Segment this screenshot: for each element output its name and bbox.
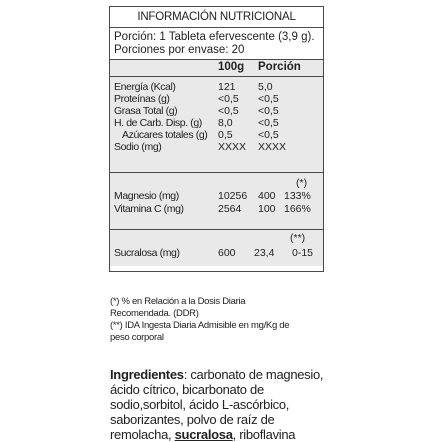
ddr-note-marker: (*) [296, 177, 308, 189]
sweetener-value-portion: 23,4 [254, 247, 275, 259]
ida-note-row [110, 232, 323, 244]
ingredients-text: , riboflavina [232, 427, 296, 442]
column-headers [110, 60, 323, 77]
sweetener-value-100g: 600 [218, 247, 236, 259]
mineral-ddr-percent: 166% [284, 203, 311, 215]
mineral-ddr-percent: 133% [284, 190, 311, 202]
nutrient-value-portion: <0,5 [258, 105, 279, 117]
nutrient-value-portion: <0,5 [258, 129, 279, 141]
ingredients-heading: Ingredientes [110, 367, 184, 382]
mineral-value-100g: 2564 [218, 203, 242, 215]
nutrient-row [110, 141, 323, 153]
nutrient-row [110, 81, 323, 93]
nutrient-value-portion: <0,5 [258, 93, 279, 105]
ingredients-line: ácido cítrico, bicarbonato de [110, 382, 264, 397]
footnotes [110, 296, 330, 344]
footnote-ida: (**) IDA Ingesta Diaria Admisible en mg/Kg de [110, 320, 290, 331]
nutrient-row [110, 93, 323, 105]
ingredient-highlight-sucralosa: sucralosa [174, 427, 233, 442]
nutrient-value-100g: 8,0 [218, 117, 233, 129]
serving-info [110, 28, 323, 60]
nutrition-facts-panel [109, 6, 324, 272]
nutrient-row [110, 129, 323, 141]
col-per100-header: 100g [218, 61, 245, 73]
sweetener-block [110, 230, 323, 266]
nutrient-name: Energía (Kcal) [114, 81, 176, 93]
nutrients-block [110, 77, 323, 173]
nutrient-value-100g: <0,5 [218, 93, 239, 105]
minerals-block [110, 173, 323, 230]
nutrient-value-100g: <0,5 [218, 105, 239, 117]
ingredients-line: sodio,sorbitol, ácido L-ascórbico, [110, 397, 290, 412]
nutrient-value-portion: <0,5 [258, 117, 279, 129]
mineral-row [110, 190, 323, 202]
footnote-ddr: (*) % en Relación a la Dosis Diaria [110, 296, 246, 307]
mineral-value-100g: 10256 [218, 190, 248, 202]
mineral-name: Vitamina C (mg) [114, 203, 184, 215]
sweetener-ida: 0-15 [292, 247, 314, 259]
sweetener-row [110, 247, 323, 259]
dd-note-row [110, 177, 323, 189]
mineral-value-portion: 100 [258, 203, 276, 215]
nutrient-name: H. de Carb. Disp. (g) [114, 117, 202, 129]
nutrient-row [110, 117, 323, 129]
sweetener-name: Sucralosa (mg) [114, 247, 180, 259]
footnote-ida-cont: peso corporal [110, 332, 164, 343]
nutrient-name: Azúcares totales (g) [122, 129, 208, 141]
nutrient-row [110, 105, 323, 117]
ingredients-text: : carbonato de magnesio, [183, 367, 324, 382]
col-portion-header: Porción [258, 61, 301, 73]
servings-per-container: Porciones por envase: 20 [114, 44, 245, 56]
nutrient-value-100g: XXXX [218, 141, 247, 153]
portion-size: Porción: 1 Tableta efervescente (3,9 g). [114, 31, 315, 43]
ida-note-marker: (**) [290, 232, 306, 244]
mineral-name: Magnesio (mg) [114, 190, 179, 202]
nutrient-name: Proteínas (g) [114, 93, 170, 105]
mineral-value-portion: 400 [258, 190, 276, 202]
panel-title: INFORMACIÓN NUTRICIONAL [110, 7, 323, 28]
nutrient-value-portion: 5,0 [258, 81, 273, 93]
nutrient-name: Grasa Total (g) [114, 105, 178, 117]
mineral-row [110, 203, 323, 215]
nutrient-value-portion: XXXX [258, 141, 287, 153]
ingredients-line: saborizantes, polvo de raíz de [110, 412, 275, 427]
nutrient-value-100g: 0,5 [218, 129, 233, 141]
footnote-ddr-cont: Recomendada. (DDR) [110, 308, 199, 319]
nutrient-value-100g: 121 [218, 81, 236, 93]
ingredients-line [110, 367, 342, 382]
ingredients-text: remolacha, [110, 427, 175, 442]
nutrient-name: Sodio (mg) [114, 141, 162, 153]
ingredients-list [110, 367, 342, 442]
ingredients-line [110, 427, 342, 442]
